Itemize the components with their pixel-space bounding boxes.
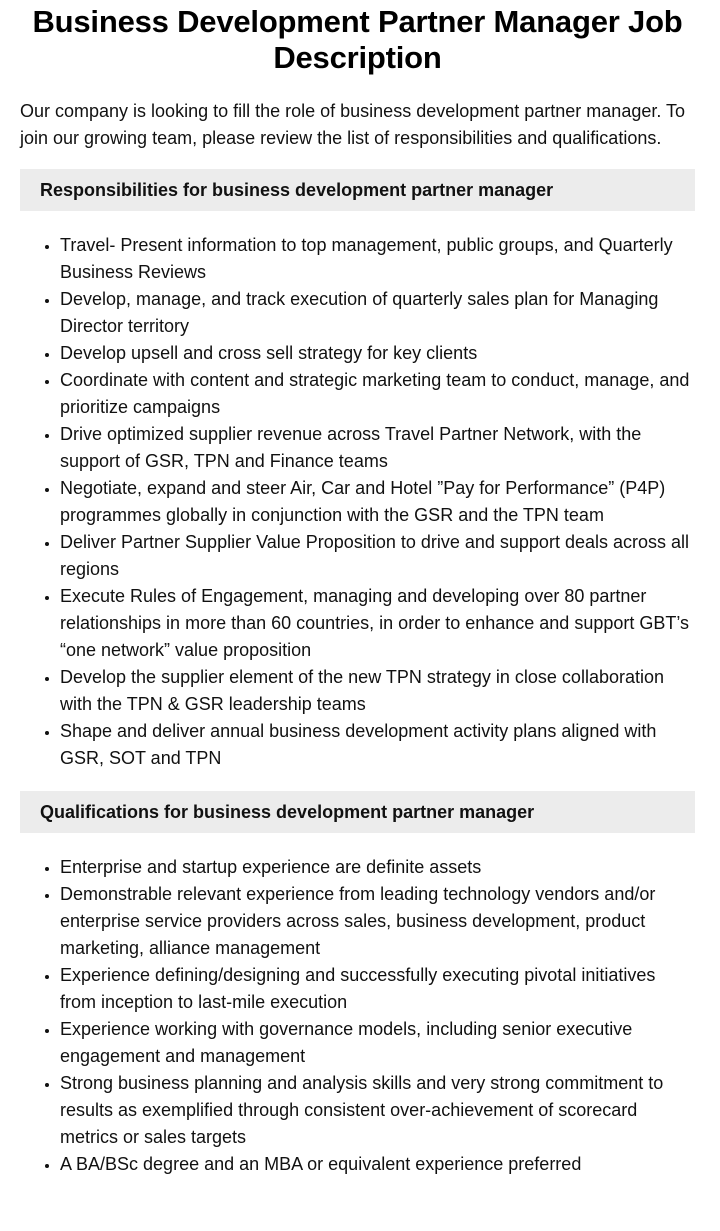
job-description-page bbox=[0, 4, 720, 1178]
list-item: • Travel- Present information to top management, public groups, and Quarterly Business Reviews bbox=[60, 232, 695, 286]
list-item: • Execute Rules of Engagement, managing and developing over 80 partner relationships in more than 60 countries, in order to enhance and support GBT’s “one network” value proposition bbox=[60, 583, 695, 664]
intro-paragraph: Our company is looking to fill the role of business development partner manager. To join our growing team, please review the list of responsibilities and qualifications. bbox=[20, 101, 686, 148]
list-item: • Develop the supplier element of the new TPN strategy in close collaboration with the TPN & GSR leadership teams bbox=[60, 664, 695, 718]
list-item: • Develop upsell and cross sell strategy for key clients bbox=[60, 340, 695, 367]
qualifications-heading: Qualifications for business development partner manager bbox=[20, 791, 695, 833]
responsibilities-heading: Responsibilities for business development partner manager bbox=[20, 169, 695, 211]
list-item: • Experience working with governance models, including senior executive engagement and management bbox=[60, 1016, 695, 1070]
list-item: • Enterprise and startup experience are definite assets bbox=[60, 854, 695, 881]
list-item: • Strong business planning and analysis skills and very strong commitment to results as exemplified through consistent over-achievement of scorecard metrics or sales targets bbox=[60, 1070, 695, 1151]
list-item: • Coordinate with content and strategic marketing team to conduct, manage, and prioritize campaigns bbox=[60, 367, 695, 421]
list-item: • Experience defining/designing and successfully executing pivotal initiatives from inception to last-mile execution bbox=[60, 962, 695, 1016]
responsibilities-list bbox=[20, 232, 695, 772]
list-item: • Negotiate, expand and steer Air, Car and Hotel ”Pay for Performance” (P4P) programmes globally in conjunction with the GSR and the TPN team bbox=[60, 475, 695, 529]
list-item: • Demonstrable relevant experience from leading technology vendors and/or enterprise service providers across sales, business development, product marketing, alliance management bbox=[60, 881, 695, 962]
list-item: • Drive optimized supplier revenue across Travel Partner Network, with the support of GSR, TPN and Finance teams bbox=[60, 421, 695, 475]
list-item: • Deliver Partner Supplier Value Proposition to drive and support deals across all regions bbox=[60, 529, 695, 583]
list-item: • A BA/BSc degree and an MBA or equivalent experience preferred bbox=[60, 1151, 695, 1178]
page-title: Business Development Partner Manager Job Description bbox=[32, 4, 683, 75]
list-item: • Develop, manage, and track execution of quarterly sales plan for Managing Director territory bbox=[60, 286, 695, 340]
list-item: • Shape and deliver annual business development activity plans aligned with GSR, SOT and TPN bbox=[60, 718, 695, 772]
qualifications-list bbox=[20, 854, 695, 1178]
